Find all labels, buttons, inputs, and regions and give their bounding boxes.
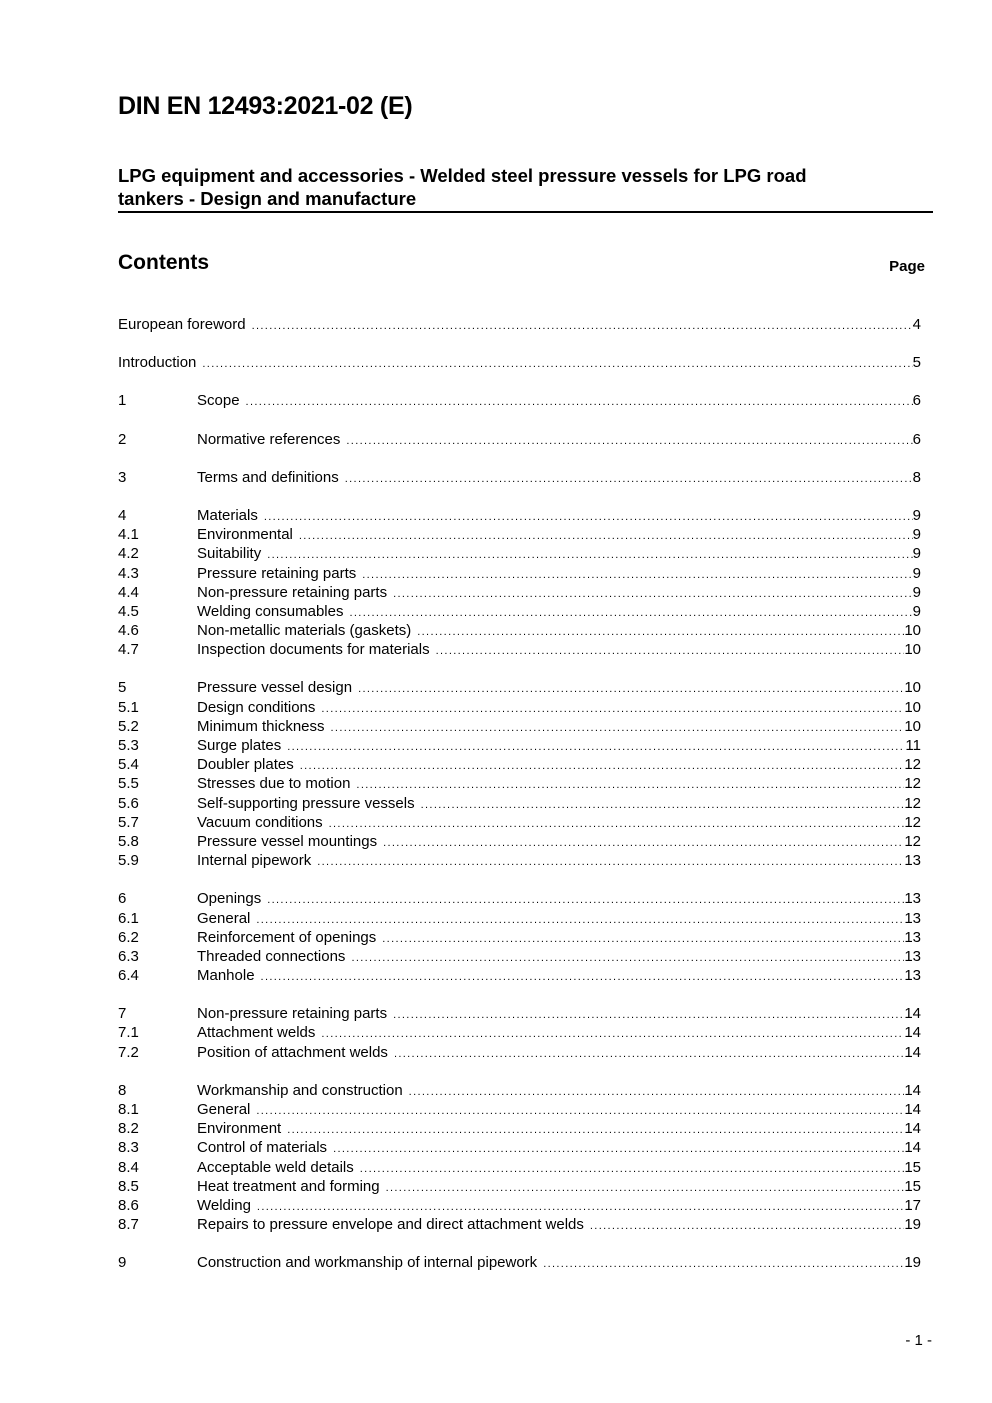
toc-entry-title: Non-pressure retaining parts [197, 583, 388, 601]
toc-entry-number: 4.1 [118, 526, 139, 544]
toc-entry-title: Design conditions [197, 698, 316, 716]
toc-entry-page: 13 [904, 928, 921, 946]
toc-dot-leader [331, 719, 905, 736]
toc-dot-leader [261, 968, 905, 985]
toc-entry-title: Workmanship and construction [197, 1081, 403, 1099]
toc-entry-title: Environment [197, 1120, 282, 1138]
toc-dot-leader [256, 1102, 904, 1119]
toc-entry-title: Threaded connections [197, 947, 346, 965]
toc-entry[interactable] [118, 1177, 921, 1196]
toc-dot-leader [321, 700, 904, 717]
toc-entry[interactable] [118, 698, 921, 717]
toc-entry-page: 13 [904, 890, 921, 908]
toc-entry[interactable] [118, 966, 921, 985]
toc-dot-leader [299, 527, 913, 544]
toc-entry-page: 6 [912, 392, 921, 410]
toc-entry[interactable] [118, 1004, 921, 1023]
toc-entry-page: 9 [912, 583, 921, 601]
toc-entry-title: Terms and definitions [197, 468, 339, 486]
toc-entry-page: 12 [904, 813, 921, 831]
toc-dot-leader [202, 355, 912, 372]
toc-entry-number: 6.1 [118, 909, 139, 927]
toc-entry-page: 6 [912, 430, 921, 448]
toc-entry[interactable] [118, 1215, 921, 1234]
toc-group [118, 430, 921, 449]
toc-entry-page: 9 [912, 545, 921, 563]
toc-entry-title: Scope [197, 392, 240, 410]
toc-entry-title: Openings [197, 890, 262, 908]
toc-dot-leader [349, 604, 912, 621]
toc-entry[interactable] [118, 794, 921, 813]
toc-entry-title: Stresses due to motion [197, 775, 351, 793]
toc-dot-leader [590, 1217, 904, 1234]
toc-entry-number: 4.3 [118, 564, 139, 582]
toc-dot-leader [417, 623, 904, 640]
toc-entry-title: General [197, 909, 251, 927]
toc-entry-page: 12 [904, 794, 921, 812]
toc-entry-number: 5.2 [118, 717, 139, 735]
toc-dot-leader [321, 1025, 904, 1042]
toc-entry-page: 11 [905, 737, 921, 754]
subtitle-line-2: tankers - Design and manufacture [118, 188, 417, 209]
toc-entry-title: Manhole [197, 967, 255, 985]
toc-entry[interactable] [118, 1196, 921, 1215]
toc-entry-number: 5.5 [118, 775, 139, 793]
toc-dot-leader [436, 642, 905, 659]
toc-entry-page: 17 [904, 1196, 921, 1214]
toc-dot-leader [264, 508, 913, 525]
toc-entry[interactable] [118, 1138, 921, 1157]
toc-entry[interactable] [118, 1119, 921, 1138]
toc-entry-number: 8.3 [118, 1139, 139, 1157]
toc-dot-leader [267, 546, 912, 563]
toc-dot-leader [246, 393, 913, 410]
toc-entry-number: 5.1 [118, 698, 139, 716]
toc-entry[interactable] [118, 621, 921, 640]
toc-group [118, 1004, 921, 1062]
toc-entry-page: 12 [904, 756, 921, 774]
table-of-contents [118, 315, 921, 1292]
toc-dot-leader [300, 757, 905, 774]
toc-entry-title: Doubler plates [197, 756, 294, 774]
toc-entry-title: Welding [197, 1196, 251, 1214]
toc-dot-leader [394, 1045, 904, 1062]
toc-group [118, 391, 921, 410]
toc-entry[interactable] [118, 544, 921, 563]
toc-entry-title: Pressure vessel design [197, 679, 353, 697]
toc-entry-title: Minimum thickness [197, 717, 325, 735]
toc-entry[interactable] [118, 1158, 921, 1177]
toc-entry-number: 5 [118, 679, 127, 697]
toc-group [118, 1253, 921, 1272]
toc-entry[interactable] [118, 889, 921, 908]
toc-entry-number: 4 [118, 506, 127, 524]
toc-entry-title: Position of attachment welds [197, 1043, 388, 1061]
toc-entry-page: 8 [912, 468, 921, 486]
toc-dot-leader [358, 680, 904, 697]
toc-dot-leader [382, 930, 904, 947]
toc-entry[interactable] [118, 909, 921, 928]
toc-entry-title: Environmental [197, 526, 293, 544]
toc-entry-page: 9 [912, 564, 921, 582]
toc-entry-number: 5.8 [118, 832, 139, 850]
toc-entry-title: Introduction [118, 354, 197, 372]
toc-entry-number: 5.3 [118, 737, 139, 754]
toc-entry-page: 13 [904, 852, 921, 870]
toc-entry-title: Non-metallic materials (gaskets) [197, 622, 412, 640]
toc-entry-number: 1 [118, 392, 127, 410]
toc-group [118, 678, 921, 870]
toc-entry-number: 5.6 [118, 794, 139, 812]
toc-entry-page: 13 [904, 947, 921, 965]
toc-entry-page: 14 [904, 1101, 921, 1118]
toc-entry[interactable] [118, 1100, 921, 1119]
toc-entry-page: 10 [904, 622, 921, 640]
toc-dot-leader [393, 1006, 904, 1023]
toc-entry[interactable] [118, 1023, 921, 1042]
toc-entry-title: Repairs to pressure envelope and direct attachment welds [197, 1216, 584, 1234]
toc-entry-number: 6 [118, 890, 127, 908]
toc-dot-leader [333, 1140, 904, 1157]
toc-entry-page: 14 [904, 1005, 921, 1023]
toc-entry-number: 5.9 [118, 852, 139, 870]
toc-entry-number: 3 [118, 468, 127, 486]
toc-entry-page: 15 [904, 1158, 921, 1176]
toc-dot-leader [267, 891, 904, 908]
toc-entry[interactable] [118, 736, 921, 755]
toc-dot-leader [360, 1160, 905, 1177]
toc-entry-number: 6.4 [118, 967, 139, 985]
toc-entry-page: 10 [904, 698, 921, 716]
toc-entry[interactable] [118, 353, 921, 372]
toc-entry-number: 4.2 [118, 545, 139, 563]
toc-entry[interactable] [118, 832, 921, 851]
toc-dot-leader [329, 815, 905, 832]
toc-entry-number: 7 [118, 1005, 127, 1023]
toc-entry-page: 14 [904, 1081, 921, 1099]
document-title: DIN EN 12493:2021-02 (E) [118, 92, 413, 120]
page-number: - 1 - [905, 1332, 932, 1349]
toc-entry-title: Suitability [197, 545, 262, 563]
toc-entry-number: 6.3 [118, 947, 139, 965]
toc-entry-page: 5 [912, 354, 921, 372]
toc-entry[interactable] [118, 315, 921, 334]
toc-entry-title: Inspection documents for materials [197, 641, 430, 659]
toc-entry-title: Welding consumables [197, 602, 344, 620]
toc-entry-title: Normative references [197, 430, 341, 448]
toc-entry[interactable] [118, 928, 921, 947]
toc-dot-leader [345, 470, 913, 487]
toc-entry-number: 8.5 [118, 1177, 139, 1195]
toc-dot-leader [386, 1179, 905, 1196]
toc-entry-page: 19 [904, 1216, 921, 1234]
toc-entry[interactable] [118, 583, 921, 602]
toc-entry-title: Reinforcement of openings [197, 928, 377, 946]
toc-dot-leader [356, 776, 904, 793]
toc-entry-number: 5.4 [118, 756, 139, 774]
toc-group [118, 315, 921, 334]
toc-entry-title: Surge plates [197, 737, 282, 754]
toc-entry-title: Pressure retaining parts [197, 564, 357, 582]
toc-entry[interactable] [118, 717, 921, 736]
document-subtitle [118, 164, 933, 213]
toc-entry-number: 4.5 [118, 602, 139, 620]
toc-entry-page: 19 [904, 1254, 921, 1272]
toc-entry-number: 4.6 [118, 622, 139, 640]
toc-dot-leader [317, 853, 904, 870]
toc-entry-page: 9 [912, 506, 921, 524]
toc-entry[interactable] [118, 640, 921, 659]
toc-dot-leader [383, 834, 904, 851]
toc-entry[interactable] [118, 430, 921, 449]
toc-entry-number: 8.6 [118, 1196, 139, 1214]
toc-entry-number: 7.2 [118, 1043, 139, 1061]
toc-dot-leader [543, 1255, 904, 1272]
toc-dot-leader [257, 1198, 904, 1215]
toc-entry-page: 13 [904, 967, 921, 985]
toc-entry-page: 14 [904, 1043, 921, 1061]
toc-entry[interactable] [118, 851, 921, 870]
toc-entry[interactable] [118, 947, 921, 966]
toc-group [118, 889, 921, 985]
toc-entry-page: 10 [904, 717, 921, 735]
toc-entry[interactable] [118, 391, 921, 410]
toc-entry[interactable] [118, 564, 921, 583]
toc-entry-title: Construction and workmanship of internal pipework [197, 1254, 538, 1272]
toc-entry-number: 8.2 [118, 1120, 139, 1138]
toc-entry-page: 12 [904, 832, 921, 850]
toc-entry-page: 14 [904, 1120, 921, 1138]
toc-entry-number: 4.4 [118, 583, 139, 601]
toc-entry-page: 10 [904, 641, 921, 659]
toc-entry[interactable] [118, 678, 921, 697]
toc-entry-page: 9 [912, 602, 921, 620]
toc-entry-title: Non-pressure retaining parts [197, 1005, 388, 1023]
toc-entry-page: 4 [912, 316, 921, 333]
toc-entry-title: Internal pipework [197, 852, 312, 870]
toc-entry-number: 9 [118, 1254, 127, 1272]
toc-dot-leader [287, 738, 905, 755]
subtitle-line-1: LPG equipment and accessories - Welded steel pressure vessels for LPG road [118, 165, 807, 186]
toc-entry-number: 7.1 [118, 1024, 139, 1042]
toc-group [118, 1081, 921, 1235]
toc-entry-title: Materials [197, 506, 258, 524]
toc-dot-leader [393, 585, 913, 602]
toc-entry[interactable] [118, 755, 921, 774]
toc-group [118, 468, 921, 487]
toc-entry-title: Acceptable weld details [197, 1158, 354, 1176]
toc-entry-title: General [197, 1101, 251, 1118]
toc-entry-number: 6.2 [118, 928, 139, 946]
toc-entry-number: 8.4 [118, 1158, 139, 1176]
contents-heading: Contents [118, 251, 209, 274]
toc-entry[interactable] [118, 1081, 921, 1100]
toc-entry[interactable] [118, 602, 921, 621]
toc-entry-title: European foreword [118, 316, 246, 333]
toc-entry-page: 12 [904, 775, 921, 793]
toc-entry-title: Attachment welds [197, 1024, 316, 1042]
toc-entry-page: 10 [904, 679, 921, 697]
toc-dot-leader [421, 796, 905, 813]
toc-dot-leader [256, 911, 904, 928]
toc-entry-title: Control of materials [197, 1139, 328, 1157]
toc-dot-leader [409, 1083, 905, 1100]
toc-entry[interactable] [118, 525, 921, 544]
toc-group [118, 506, 921, 660]
toc-entry-number: 8.1 [118, 1101, 139, 1118]
toc-entry[interactable] [118, 1253, 921, 1272]
toc-dot-leader [252, 317, 913, 334]
toc-entry-page: 13 [904, 909, 921, 927]
toc-entry-page: 14 [904, 1139, 921, 1157]
toc-entry-page: 15 [904, 1177, 921, 1195]
toc-entry-number: 4.7 [118, 641, 139, 659]
toc-dot-leader [362, 566, 912, 583]
toc-entry-title: Self-supporting pressure vessels [197, 794, 415, 812]
toc-entry-number: 2 [118, 430, 127, 448]
toc-entry-number: 8.7 [118, 1216, 139, 1234]
toc-entry-page: 9 [912, 526, 921, 544]
toc-dot-leader [287, 1121, 904, 1138]
toc-dot-leader [351, 949, 904, 966]
toc-group [118, 353, 921, 372]
page-column-label: Page [889, 258, 925, 275]
toc-entry[interactable] [118, 468, 921, 487]
toc-entry[interactable] [118, 1043, 921, 1062]
toc-entry[interactable] [118, 813, 921, 832]
toc-entry-page: 14 [904, 1024, 921, 1042]
toc-dot-leader [346, 432, 912, 449]
toc-entry-title: Pressure vessel mountings [197, 832, 378, 850]
toc-entry[interactable] [118, 506, 921, 525]
toc-entry-number: 8 [118, 1081, 127, 1099]
toc-entry-title: Vacuum conditions [197, 813, 323, 831]
toc-entry-title: Heat treatment and forming [197, 1177, 380, 1195]
toc-entry[interactable] [118, 774, 921, 793]
toc-entry-number: 5.7 [118, 813, 139, 831]
